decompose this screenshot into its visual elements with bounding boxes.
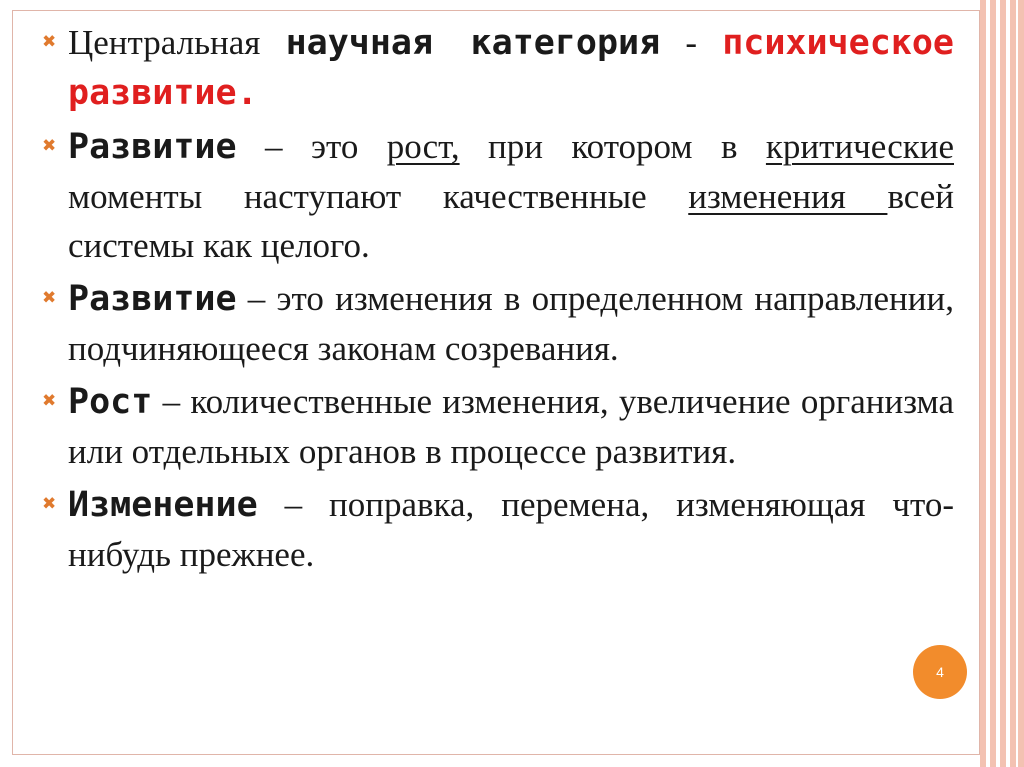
list-item-5: ✖ Изменение – поправка, перемена, изменяющая что-нибудь прежнее. — [42, 480, 954, 579]
list-item-2: ✖ Развитие – это рост, при котором в критические моменты наступают качественные изменения всей системы как целого. — [42, 122, 954, 270]
term: Развитие — [68, 279, 237, 319]
term: Развитие — [68, 127, 237, 167]
decorative-side-stripes — [978, 0, 1024, 767]
slide-content — [42, 18, 954, 583]
x-mark-icon: ✖ — [42, 136, 57, 156]
x-mark-icon: ✖ — [42, 32, 57, 52]
list-item-4: ✖ Рост – количественные изменения, увеличение организма или отдельных органов в процессе развития. — [42, 377, 954, 476]
list-item-3: ✖ Развитие – это изменения в определенном направлении, подчиняющееся законам созревания. — [42, 274, 954, 373]
x-mark-icon: ✖ — [42, 494, 57, 514]
term: Рост — [68, 382, 153, 422]
x-mark-icon: ✖ — [42, 391, 57, 411]
term: Изменение — [68, 485, 258, 525]
x-mark-icon: ✖ — [42, 288, 57, 308]
list-item-1: ✖ Центральная научная категория - психическое развитие. — [42, 18, 954, 118]
page-number-badge: 4 — [913, 645, 967, 699]
highlighted-term: психическое развитие. — [68, 23, 954, 113]
